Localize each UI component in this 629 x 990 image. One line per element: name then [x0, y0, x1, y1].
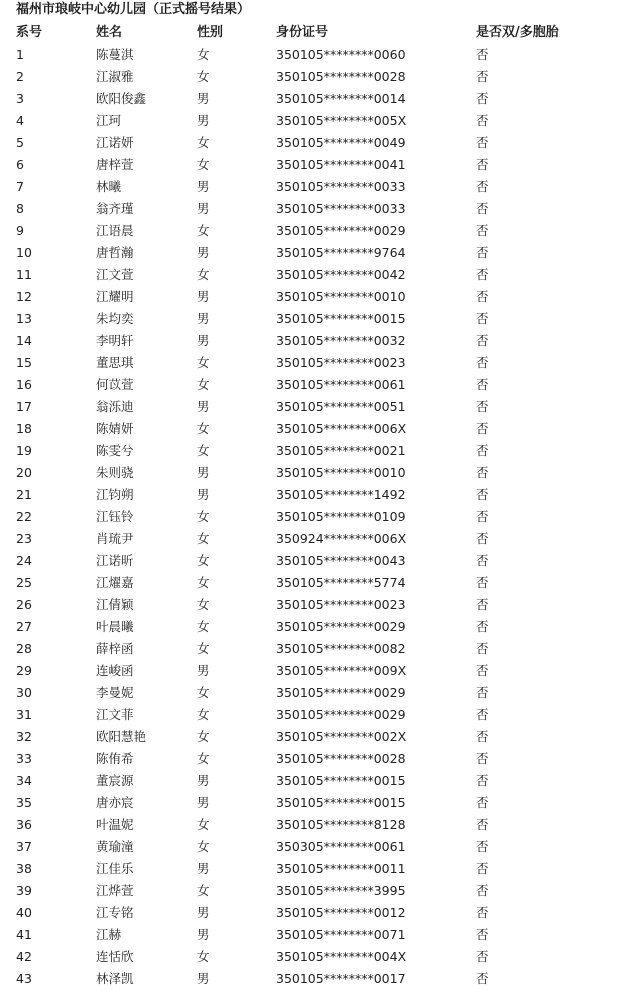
cell-id: 350105********0021: [276, 443, 406, 458]
cell-sex: 女: [197, 443, 210, 458]
cell-name: 董宸源: [96, 773, 134, 788]
cell-name: 朱则骁: [96, 465, 134, 480]
cell-id: 350105********0010: [276, 289, 406, 304]
table-row: [0, 462, 629, 484]
results-table: [0, 22, 629, 990]
cell-name: 陈侑希: [96, 751, 134, 766]
cell-twin: 否: [476, 729, 489, 744]
table-row: [0, 440, 629, 462]
cell-id: 350105********0071: [276, 927, 406, 942]
cell-sex: 男: [197, 289, 210, 304]
cell-id: 350105********0033: [276, 201, 406, 216]
cell-no: 4: [16, 113, 24, 128]
table-row: [0, 286, 629, 308]
cell-twin: 否: [476, 157, 489, 172]
cell-twin: 否: [476, 531, 489, 546]
cell-id: 350105********0028: [276, 751, 406, 766]
cell-twin: 否: [476, 641, 489, 656]
cell-id: 350105********0015: [276, 311, 406, 326]
cell-name: 李曼妮: [96, 685, 134, 700]
table-row: [0, 704, 629, 726]
table-row: [0, 308, 629, 330]
table-row: [0, 638, 629, 660]
table-row: [0, 352, 629, 374]
table-row: [0, 66, 629, 88]
cell-twin: 否: [476, 443, 489, 458]
cell-sex: 女: [197, 839, 210, 854]
cell-sex: 男: [197, 333, 210, 348]
table-row: [0, 726, 629, 748]
cell-sex: 女: [197, 421, 210, 436]
column-header-id: 身份证号: [276, 25, 329, 40]
cell-no: 7: [16, 179, 24, 194]
cell-no: 21: [16, 487, 32, 502]
cell-no: 17: [16, 399, 32, 414]
cell-twin: 否: [476, 355, 489, 370]
table-row: [0, 946, 629, 968]
cell-sex: 男: [197, 399, 210, 414]
cell-id: 350105********0041: [276, 157, 406, 172]
cell-no: 6: [16, 157, 24, 172]
cell-no: 40: [16, 905, 32, 920]
cell-twin: 否: [476, 465, 489, 480]
cell-sex: 女: [197, 729, 210, 744]
column-header-name: 姓名: [96, 25, 123, 40]
table-row: [0, 572, 629, 594]
cell-twin: 否: [476, 663, 489, 678]
cell-id: 350105********8128: [276, 817, 406, 832]
table-row: [0, 792, 629, 814]
table-body: [0, 44, 629, 990]
cell-no: 37: [16, 839, 32, 854]
cell-sex: 女: [197, 223, 210, 238]
cell-twin: 否: [476, 575, 489, 590]
cell-sex: 女: [197, 47, 210, 62]
cell-id: 350105********0015: [276, 795, 406, 810]
cell-twin: 否: [476, 135, 489, 150]
cell-name: 江钰铃: [96, 509, 134, 524]
cell-id: 350105********005X: [276, 113, 407, 128]
cell-sex: 女: [197, 707, 210, 722]
cell-no: 38: [16, 861, 32, 876]
table-row: [0, 924, 629, 946]
cell-name: 陈蔓淇: [96, 47, 134, 62]
cell-id: 350105********1492: [276, 487, 406, 502]
cell-name: 欧阳俊鑫: [96, 91, 147, 106]
table-row: [0, 132, 629, 154]
cell-no: 41: [16, 927, 32, 942]
cell-id: 350105********0033: [276, 179, 406, 194]
cell-id: 350305********0061: [276, 839, 406, 854]
cell-name: 连峻函: [96, 663, 134, 678]
cell-id: 350105********9764: [276, 245, 406, 260]
cell-no: 39: [16, 883, 32, 898]
cell-twin: 否: [476, 553, 489, 568]
table-row: [0, 506, 629, 528]
cell-id: 350105********0028: [276, 69, 406, 84]
cell-no: 16: [16, 377, 32, 392]
table-row: [0, 418, 629, 440]
table-row: [0, 660, 629, 682]
cell-id: 350105********0029: [276, 223, 406, 238]
cell-twin: 否: [476, 201, 489, 216]
table-header: [0, 22, 629, 44]
cell-name: 江赫: [96, 927, 122, 942]
cell-sex: 男: [197, 663, 210, 678]
cell-no: 32: [16, 729, 32, 744]
table-row: [0, 330, 629, 352]
cell-twin: 否: [476, 795, 489, 810]
cell-id: 350105********0029: [276, 707, 406, 722]
cell-no: 36: [16, 817, 32, 832]
cell-twin: 否: [476, 267, 489, 282]
cell-id: 350105********0042: [276, 267, 406, 282]
cell-twin: 否: [476, 113, 489, 128]
cell-id: 350924********006X: [276, 531, 407, 546]
cell-twin: 否: [476, 333, 489, 348]
cell-sex: 女: [197, 619, 210, 634]
cell-name: 陈雯兮: [96, 443, 134, 458]
cell-sex: 女: [197, 641, 210, 656]
cell-no: 3: [16, 91, 24, 106]
cell-no: 34: [16, 773, 32, 788]
table-row: [0, 550, 629, 572]
cell-no: 35: [16, 795, 32, 810]
cell-no: 30: [16, 685, 32, 700]
cell-name: 薛梓函: [96, 641, 134, 656]
cell-twin: 否: [476, 91, 489, 106]
cell-name: 朱均奕: [96, 311, 134, 326]
cell-no: 12: [16, 289, 32, 304]
table-row: [0, 594, 629, 616]
cell-name: 唐哲瀚: [96, 245, 134, 260]
table-row: [0, 682, 629, 704]
cell-id: 350105********0043: [276, 553, 406, 568]
cell-sex: 女: [197, 685, 210, 700]
cell-twin: 否: [476, 311, 489, 326]
cell-id: 350105********0029: [276, 685, 406, 700]
cell-no: 10: [16, 245, 32, 260]
cell-id: 350105********006X: [276, 421, 407, 436]
cell-sex: 男: [197, 927, 210, 942]
cell-name: 江语晨: [96, 223, 134, 238]
cell-name: 唐亦宸: [96, 795, 134, 810]
cell-sex: 女: [197, 377, 210, 392]
cell-id: 350105********0082: [276, 641, 406, 656]
cell-no: 42: [16, 949, 32, 964]
cell-twin: 否: [476, 971, 489, 986]
cell-no: 18: [16, 421, 32, 436]
cell-id: 350105********0014: [276, 91, 406, 106]
cell-no: 27: [16, 619, 32, 634]
cell-sex: 女: [197, 597, 210, 612]
cell-sex: 男: [197, 971, 210, 986]
cell-twin: 否: [476, 817, 489, 832]
cell-name: 唐梓萱: [96, 157, 134, 172]
cell-no: 20: [16, 465, 32, 480]
column-header-sex: 性别: [197, 25, 224, 40]
table-row: [0, 484, 629, 506]
table-row: [0, 836, 629, 858]
cell-name: 江钧朔: [96, 487, 134, 502]
cell-twin: 否: [476, 883, 489, 898]
cell-id: 350105********0023: [276, 355, 406, 370]
cell-no: 15: [16, 355, 32, 370]
cell-name: 江淑雅: [96, 69, 134, 84]
cell-no: 43: [16, 971, 32, 986]
cell-sex: 女: [197, 509, 210, 524]
cell-twin: 否: [476, 223, 489, 238]
cell-id: 350105********0012: [276, 905, 406, 920]
cell-sex: 男: [197, 91, 210, 106]
cell-twin: 否: [476, 421, 489, 436]
cell-twin: 否: [476, 399, 489, 414]
cell-no: 29: [16, 663, 32, 678]
cell-sex: 女: [197, 817, 210, 832]
table-row: [0, 88, 629, 110]
cell-name: 江专铭: [96, 905, 134, 920]
cell-name: 李明轩: [96, 333, 134, 348]
table-row: [0, 770, 629, 792]
cell-sex: 男: [197, 245, 210, 260]
cell-twin: 否: [476, 949, 489, 964]
table-row: [0, 176, 629, 198]
cell-no: 31: [16, 707, 32, 722]
table-row: [0, 198, 629, 220]
table-row: [0, 528, 629, 550]
cell-id: 350105********5774: [276, 575, 406, 590]
table-row: [0, 264, 629, 286]
cell-sex: 女: [197, 553, 210, 568]
cell-twin: 否: [476, 509, 489, 524]
table-row: [0, 154, 629, 176]
cell-name: 江燿嘉: [96, 575, 134, 590]
cell-name: 黄瑜潼: [96, 839, 134, 854]
cell-name: 江文萱: [96, 267, 134, 282]
cell-sex: 男: [197, 795, 210, 810]
cell-sex: 男: [197, 487, 210, 502]
cell-no: 9: [16, 223, 24, 238]
cell-twin: 否: [476, 69, 489, 84]
cell-name: 江烨萱: [96, 883, 134, 898]
cell-no: 19: [16, 443, 32, 458]
cell-sex: 男: [197, 861, 210, 876]
cell-sex: 女: [197, 949, 210, 964]
cell-twin: 否: [476, 597, 489, 612]
table-row: [0, 616, 629, 638]
cell-twin: 否: [476, 861, 489, 876]
cell-id: 350105********0109: [276, 509, 406, 524]
cell-no: 1: [16, 47, 24, 62]
table-row: [0, 968, 629, 990]
cell-no: 25: [16, 575, 32, 590]
cell-id: 350105********004X: [276, 949, 407, 964]
cell-name: 江诺昕: [96, 553, 134, 568]
cell-sex: 女: [197, 267, 210, 282]
cell-sex: 男: [197, 773, 210, 788]
column-header-twin: 是否双/多胞胎: [476, 25, 559, 40]
cell-no: 13: [16, 311, 32, 326]
cell-sex: 女: [197, 531, 210, 546]
cell-no: 8: [16, 201, 24, 216]
cell-id: 350105********009X: [276, 663, 407, 678]
cell-sex: 女: [197, 157, 210, 172]
table-row: [0, 880, 629, 902]
cell-sex: 男: [197, 201, 210, 216]
cell-no: 33: [16, 751, 32, 766]
table-row: [0, 902, 629, 924]
cell-no: 2: [16, 69, 24, 84]
cell-name: 叶晨曦: [96, 619, 134, 634]
cell-name: 江倩颖: [96, 597, 134, 612]
cell-id: 350105********0032: [276, 333, 406, 348]
cell-name: 肖琉尹: [96, 531, 134, 546]
cell-twin: 否: [476, 619, 489, 634]
cell-twin: 否: [476, 179, 489, 194]
cell-twin: 否: [476, 245, 489, 260]
cell-twin: 否: [476, 289, 489, 304]
cell-sex: 女: [197, 883, 210, 898]
cell-name: 江诺妍: [96, 135, 134, 150]
table-row: [0, 44, 629, 66]
cell-name: 叶温妮: [96, 817, 134, 832]
cell-name: 董思琪: [96, 355, 134, 370]
cell-name: 翁齐瑾: [96, 201, 134, 216]
cell-twin: 否: [476, 839, 489, 854]
cell-name: 江耀明: [96, 289, 134, 304]
table-row: [0, 748, 629, 770]
table-row: [0, 242, 629, 264]
table-row: [0, 110, 629, 132]
page-title: 福州市琅岐中心幼儿园（正式摇号结果）: [16, 2, 251, 17]
cell-twin: 否: [476, 773, 489, 788]
cell-no: 5: [16, 135, 24, 150]
cell-sex: 男: [197, 465, 210, 480]
cell-name: 江佳乐: [96, 861, 134, 876]
cell-no: 28: [16, 641, 32, 656]
cell-id: 350105********0017: [276, 971, 406, 986]
cell-id: 350105********0051: [276, 399, 406, 414]
cell-twin: 否: [476, 905, 489, 920]
cell-sex: 女: [197, 355, 210, 370]
cell-id: 350105********0023: [276, 597, 406, 612]
cell-name: 林泽凯: [96, 971, 134, 986]
cell-id: 350105********0060: [276, 47, 406, 62]
cell-id: 350105********0061: [276, 377, 406, 392]
cell-sex: 男: [197, 179, 210, 194]
table-row: [0, 858, 629, 880]
cell-name: 陈婧妍: [96, 421, 134, 436]
cell-sex: 男: [197, 905, 210, 920]
column-header-no: 系号: [16, 25, 43, 40]
cell-no: 11: [16, 267, 32, 282]
cell-sex: 男: [197, 311, 210, 326]
cell-twin: 否: [476, 47, 489, 62]
cell-twin: 否: [476, 377, 489, 392]
cell-twin: 否: [476, 685, 489, 700]
cell-name: 江珂: [96, 113, 122, 128]
cell-id: 350105********0015: [276, 773, 406, 788]
cell-id: 350105********0049: [276, 135, 406, 150]
cell-sex: 女: [197, 135, 210, 150]
cell-id: 350105********002X: [276, 729, 407, 744]
cell-name: 欧阳慧艳: [96, 729, 147, 744]
cell-name: 翁泺迪: [96, 399, 134, 414]
cell-name: 江文菲: [96, 707, 134, 722]
cell-sex: 女: [197, 751, 210, 766]
cell-twin: 否: [476, 751, 489, 766]
cell-no: 22: [16, 509, 32, 524]
cell-id: 350105********3995: [276, 883, 406, 898]
cell-sex: 男: [197, 113, 210, 128]
cell-twin: 否: [476, 927, 489, 942]
cell-twin: 否: [476, 487, 489, 502]
table-row: [0, 374, 629, 396]
cell-sex: 女: [197, 69, 210, 84]
table-row: [0, 396, 629, 418]
cell-sex: 女: [197, 575, 210, 590]
cell-id: 350105********0029: [276, 619, 406, 634]
cell-name: 何苡萱: [96, 377, 134, 392]
cell-twin: 否: [476, 707, 489, 722]
cell-id: 350105********0011: [276, 861, 406, 876]
cell-id: 350105********0010: [276, 465, 406, 480]
table-row: [0, 814, 629, 836]
cell-no: 26: [16, 597, 32, 612]
cell-name: 连恬欣: [96, 949, 134, 964]
cell-no: 14: [16, 333, 32, 348]
table-row: [0, 220, 629, 242]
cell-name: 林曦: [96, 179, 122, 194]
cell-no: 23: [16, 531, 32, 546]
cell-no: 24: [16, 553, 32, 568]
